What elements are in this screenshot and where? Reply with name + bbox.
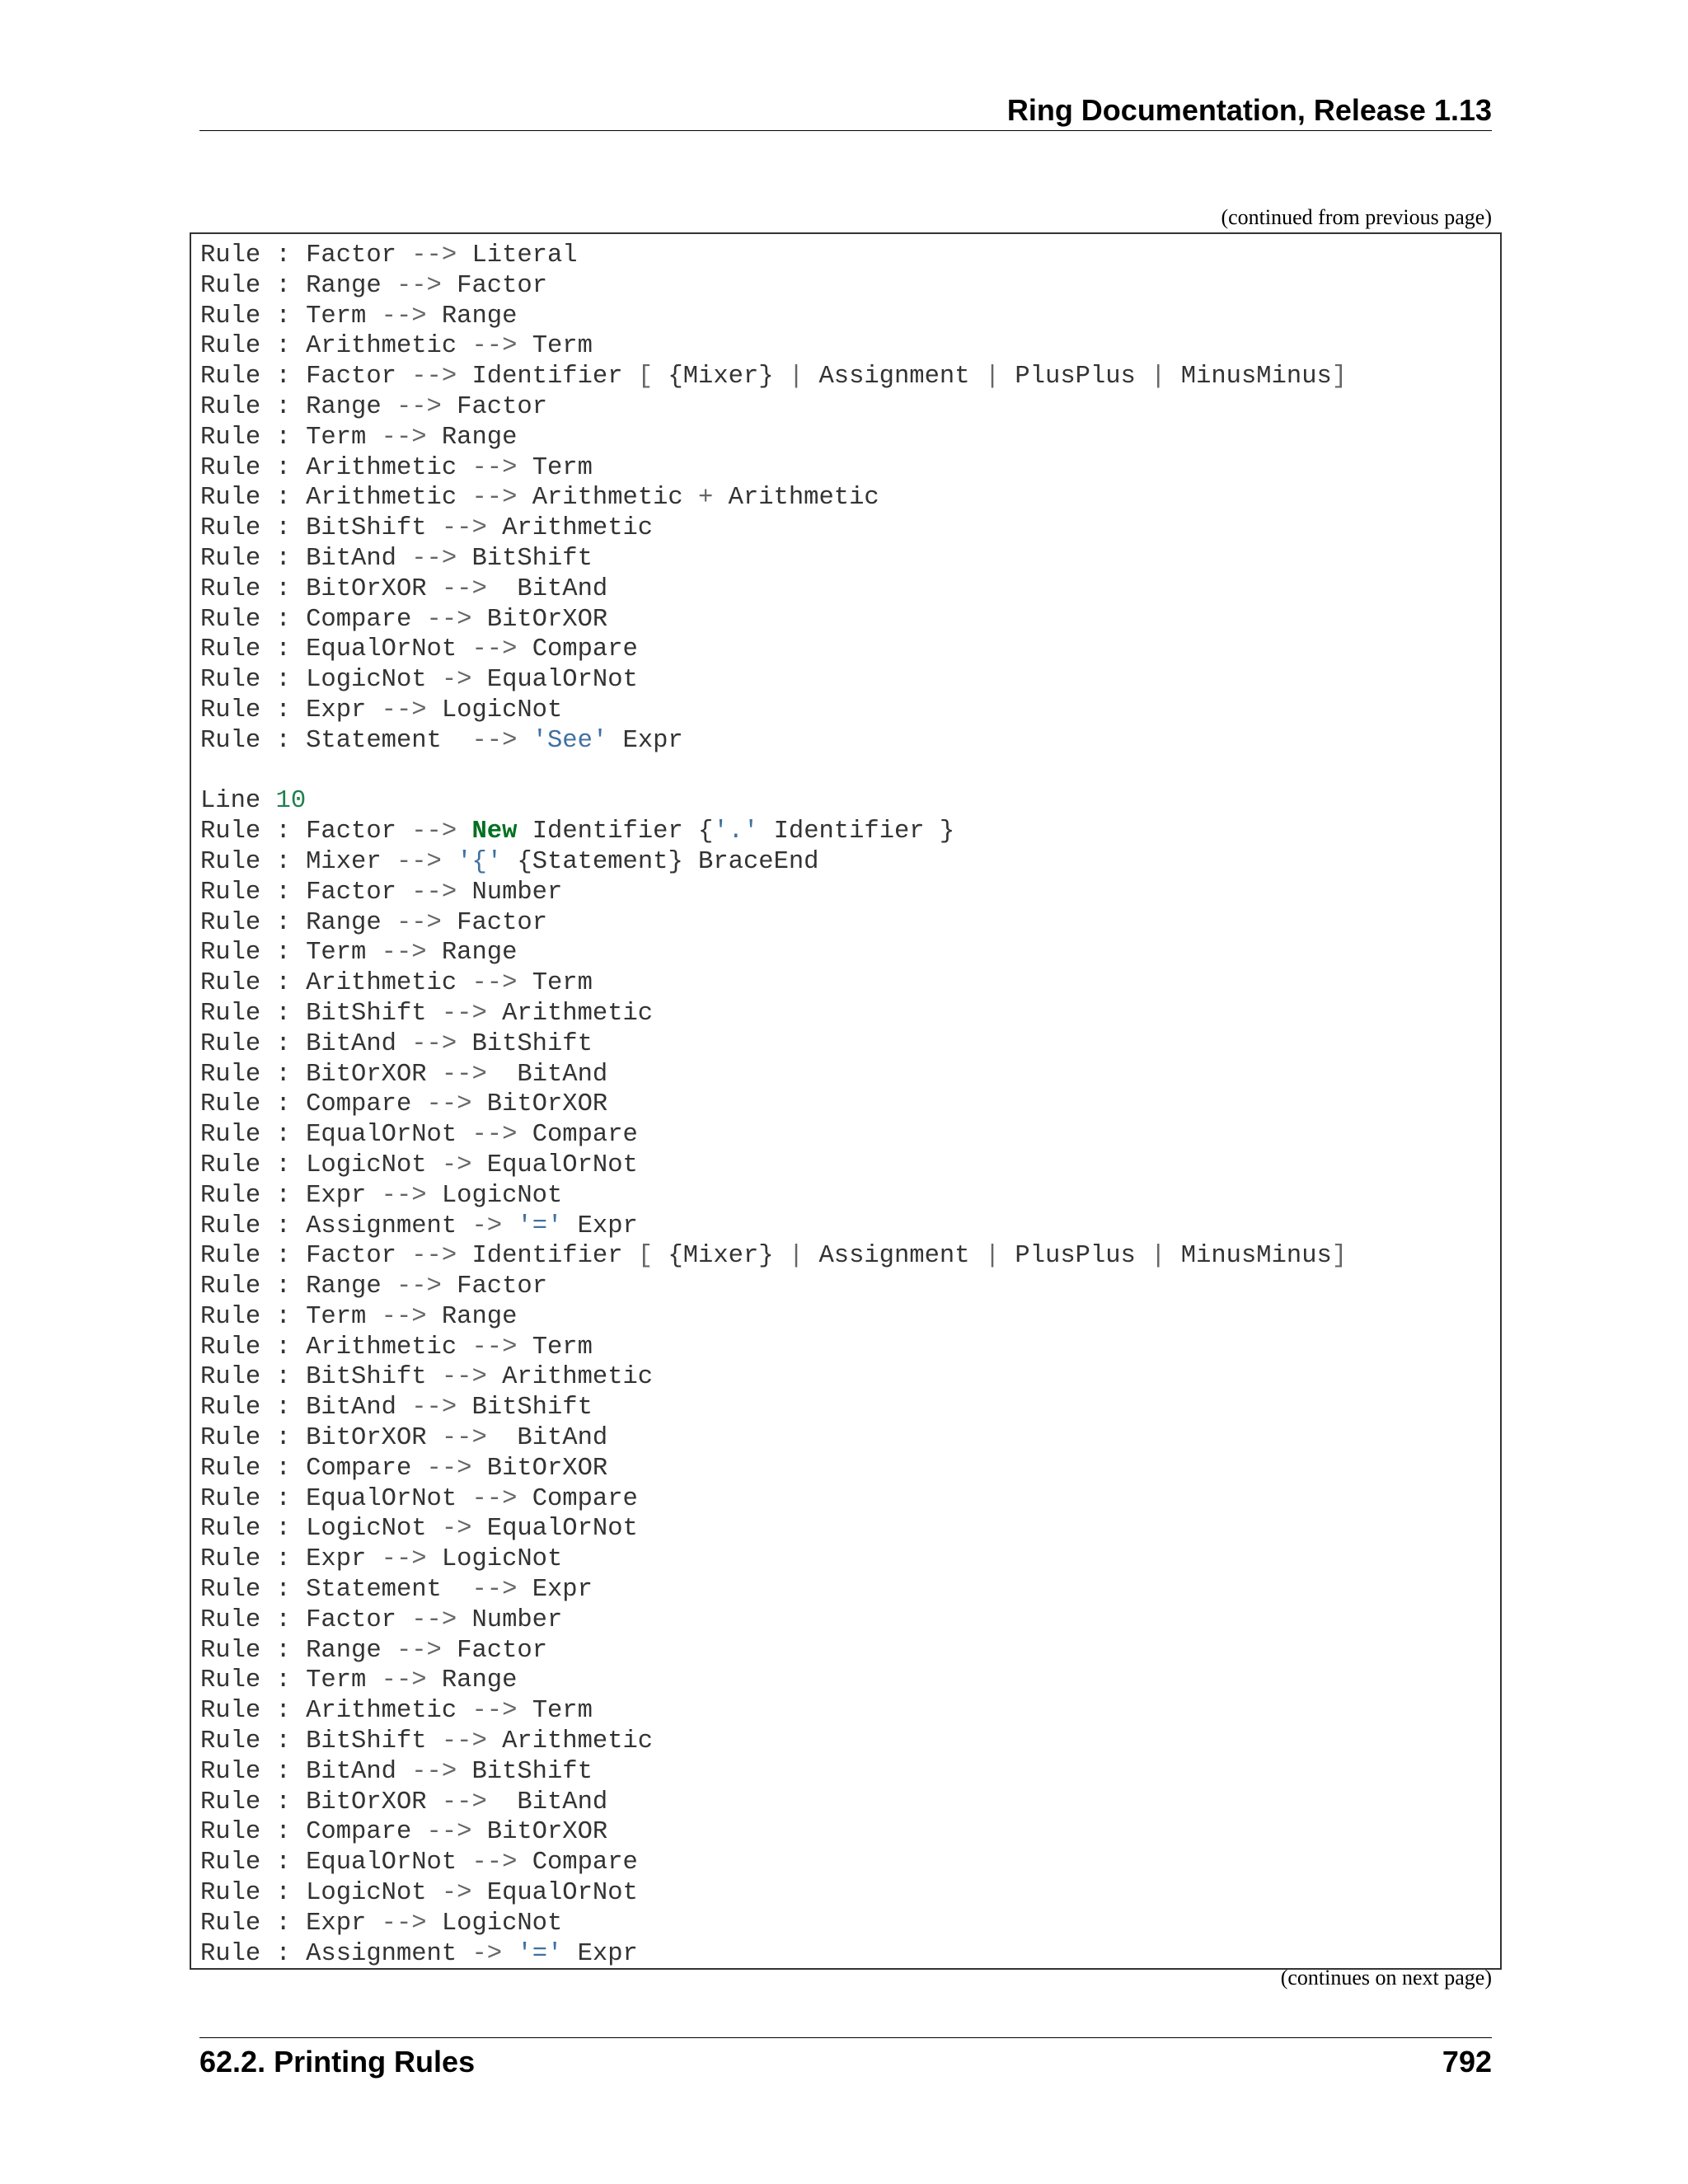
- code-token: ->: [441, 1515, 472, 1544]
- code-line: [200, 635, 1347, 665]
- code-token: Rule : BitShift: [200, 1727, 442, 1756]
- code-token: -->: [411, 818, 457, 846]
- code-token: ->: [441, 1879, 472, 1908]
- code-token: EqualOrNot: [471, 1879, 638, 1908]
- code-token: Range: [426, 423, 518, 452]
- code-token: -->: [381, 1545, 427, 1574]
- code-token: Rule : Factor: [200, 818, 412, 846]
- code-token: Arithmetic: [486, 999, 654, 1028]
- code-token: BitShift: [457, 1394, 593, 1422]
- header-divider: [199, 130, 1492, 131]
- code-token: -->: [381, 1909, 427, 1938]
- code-line: [200, 1181, 1347, 1212]
- code-token: Identifier }: [758, 818, 955, 846]
- code-token: Term: [517, 453, 593, 482]
- code-token: -->: [471, 1333, 518, 1361]
- code-token: Rule : BitShift: [200, 1363, 442, 1392]
- code-line: [200, 786, 1347, 817]
- code-token: Expr: [562, 1939, 638, 1968]
- code-token: Rule : Arithmetic: [200, 332, 472, 361]
- code-token: Rule : Mixer: [200, 847, 396, 876]
- code-token: '=': [517, 1939, 563, 1968]
- code-line: [200, 302, 1347, 332]
- code-line: [200, 1939, 1347, 1970]
- code-token: -->: [471, 453, 518, 482]
- code-line: [200, 1757, 1347, 1788]
- code-token: -->: [381, 1302, 427, 1331]
- code-token: Compare: [517, 1849, 638, 1877]
- code-token: Arithmetic: [713, 484, 879, 513]
- code-token: Term: [517, 969, 593, 998]
- code-token: ]: [1331, 363, 1348, 391]
- code-token: Rule : Range: [200, 908, 396, 937]
- code-line: [200, 1727, 1347, 1757]
- code-token: Rule : Factor: [200, 363, 412, 391]
- code-token: -->: [381, 939, 427, 968]
- code-token: Line: [200, 787, 276, 816]
- page-number: 792: [1442, 2045, 1492, 2079]
- code-token: Factor: [441, 392, 547, 421]
- code-token: Literal: [457, 241, 578, 269]
- code-token: PlusPlus: [1000, 363, 1151, 391]
- code-token: -->: [441, 1363, 487, 1392]
- code-token: -->: [396, 1272, 442, 1301]
- code-line: [200, 999, 1347, 1029]
- code-token: MinusMinus: [1165, 363, 1332, 391]
- code-token: '{': [457, 847, 503, 876]
- code-token: -->: [381, 696, 427, 724]
- code-token: -->: [381, 1181, 427, 1210]
- code-line: [200, 726, 1347, 757]
- code-token: Factor: [441, 908, 547, 937]
- code-token: -->: [411, 363, 457, 391]
- code-token: Rule : Term: [200, 1302, 382, 1331]
- code-token: -->: [471, 635, 518, 664]
- code-token: Rule : Term: [200, 423, 382, 452]
- code-block: [190, 232, 1502, 1970]
- code-token: Rule : Term: [200, 302, 382, 330]
- code-token: |: [984, 1242, 1001, 1271]
- code-token: EqualOrNot: [471, 1151, 638, 1179]
- code-token: Rule : Expr: [200, 1909, 382, 1938]
- document-title: Ring Documentation, Release 1.13: [1006, 93, 1492, 127]
- code-line: [200, 1484, 1347, 1515]
- code-token: Range: [426, 1302, 518, 1331]
- code-token: Rule : Expr: [200, 1181, 382, 1210]
- code-token: LogicNot: [426, 1909, 563, 1938]
- code-token: Arithmetic: [517, 484, 699, 513]
- code-line: [200, 968, 1347, 999]
- code-token: -->: [471, 1849, 518, 1877]
- code-token: Compare: [517, 1121, 638, 1150]
- code-token: BitAnd: [486, 1788, 608, 1816]
- code-token: -->: [396, 271, 442, 300]
- code-token: Number: [457, 878, 563, 907]
- code-line: [200, 1454, 1347, 1484]
- code-line: [200, 1333, 1347, 1363]
- code-token: Rule : Arithmetic: [200, 484, 472, 513]
- code-token: Factor: [441, 1272, 547, 1301]
- code-token: Rule : Term: [200, 1666, 382, 1695]
- code-token: Rule : EqualOrNot: [200, 1849, 472, 1877]
- code-token: 'See': [532, 726, 608, 755]
- code-line: [200, 241, 1347, 271]
- code-token: Term: [517, 332, 593, 361]
- code-token: BitOrXOR: [471, 605, 608, 634]
- code-token: ]: [1331, 1242, 1348, 1271]
- code-token: [442, 848, 457, 876]
- code-token: |: [1151, 363, 1166, 391]
- code-token: -->: [426, 605, 472, 634]
- code-line: [200, 1544, 1347, 1575]
- code-token: Rule : Arithmetic: [200, 1697, 472, 1726]
- code-token: -->: [426, 1818, 472, 1847]
- code-token: Compare: [517, 635, 638, 664]
- code-token: Rule : Arithmetic: [200, 969, 472, 998]
- code-token: BitAnd: [486, 1060, 608, 1089]
- code-token: -->: [471, 484, 518, 513]
- code-token: Rule : Factor: [200, 878, 412, 907]
- code-token: -->: [396, 1636, 442, 1665]
- code-token: '.': [713, 818, 759, 846]
- code-line: [200, 1514, 1347, 1544]
- code-token: {Mixer}: [653, 363, 789, 391]
- code-token: -->: [471, 1697, 518, 1726]
- code-token: Rule : Assignment: [200, 1939, 472, 1968]
- code-token: Arithmetic: [486, 1727, 654, 1756]
- code-token: Rule : Arithmetic: [200, 453, 472, 482]
- code-token: -->: [381, 302, 427, 330]
- code-token: -->: [471, 1576, 518, 1605]
- code-token: -->: [396, 908, 442, 937]
- code-token: Factor: [441, 1636, 547, 1665]
- code-token: Rule : Compare: [200, 1090, 427, 1119]
- code-line: [200, 1272, 1347, 1302]
- code-line: [200, 1029, 1347, 1060]
- code-token: -->: [441, 574, 487, 603]
- code-token: Rule : BitAnd: [200, 1029, 412, 1058]
- code-token: |: [1151, 1242, 1166, 1271]
- code-token: Expr: [517, 1576, 593, 1605]
- code-line: [200, 908, 1347, 939]
- code-token: Rule : BitAnd: [200, 544, 412, 573]
- code-token: Rule : Statement: [200, 726, 472, 755]
- code-token: Rule : BitShift: [200, 999, 442, 1028]
- code-token: Rule : Assignment: [200, 1212, 472, 1240]
- code-token: {Statement} BraceEnd: [502, 847, 819, 876]
- code-token: Rule : Compare: [200, 605, 427, 634]
- code-token: Rule : BitOrXOR: [200, 1788, 442, 1816]
- code-line: [200, 574, 1347, 605]
- code-line: [200, 605, 1347, 635]
- code-token: Range: [426, 1666, 518, 1695]
- code-line: [200, 513, 1347, 544]
- code-token: Rule : Factor: [200, 1605, 412, 1634]
- code-line: [200, 847, 1347, 878]
- code-token: BitOrXOR: [471, 1090, 608, 1119]
- code-token: Factor: [441, 271, 547, 300]
- code-token: [457, 818, 471, 846]
- code-token: Arithmetic: [486, 1363, 654, 1392]
- code-line: [200, 1788, 1347, 1818]
- code-token: -->: [396, 847, 442, 876]
- code-token: LogicNot: [426, 696, 563, 724]
- code-token: [: [637, 1242, 654, 1271]
- code-line: [200, 1212, 1347, 1242]
- code-token: ->: [441, 666, 472, 695]
- code-token: New: [471, 818, 518, 846]
- code-line: [200, 1362, 1347, 1393]
- code-token: -->: [441, 1424, 487, 1453]
- code-token: Rule : LogicNot: [200, 666, 442, 695]
- code-token: Rule : LogicNot: [200, 1151, 442, 1179]
- code-token: Rule : BitShift: [200, 514, 442, 543]
- code-line: [200, 1393, 1347, 1423]
- code-token: -->: [426, 1454, 472, 1483]
- code-token: Rule : Factor: [200, 241, 412, 269]
- code-token: Term: [517, 1333, 593, 1361]
- code-token: {Mixer}: [653, 1242, 789, 1271]
- code-token: -->: [426, 1090, 472, 1119]
- code-token: Rule : BitOrXOR: [200, 1424, 442, 1453]
- code-line: [200, 878, 1347, 908]
- code-token: Rule : BitOrXOR: [200, 1060, 442, 1089]
- code-token: -->: [441, 1788, 487, 1816]
- code-token: Identifier: [457, 1242, 638, 1271]
- code-line: [200, 1575, 1347, 1605]
- continued-from-label: (continued from previous page): [1221, 205, 1492, 229]
- code-token: BitShift: [457, 1029, 593, 1058]
- code-token: -->: [381, 423, 427, 452]
- code-token: ->: [441, 1151, 472, 1179]
- code-token: Arithmetic: [486, 514, 654, 543]
- code-line: [200, 1241, 1347, 1272]
- code-line: [200, 1302, 1347, 1333]
- code-token: |: [984, 363, 1001, 391]
- code-token: -->: [411, 1029, 457, 1058]
- code-line: [200, 453, 1347, 484]
- code-token: Rule : Arithmetic: [200, 1333, 472, 1361]
- code-token: Rule : Statement: [200, 1576, 472, 1605]
- code-token: -->: [441, 1727, 487, 1756]
- code-line: [200, 757, 1347, 787]
- code-line: [200, 1636, 1347, 1666]
- code-line: [200, 1060, 1347, 1090]
- code-token: Expr: [607, 726, 683, 755]
- code-line: [200, 1120, 1347, 1151]
- code-token: Rule : Expr: [200, 1545, 382, 1574]
- section-title: 62.2. Printing Rules: [199, 2045, 476, 2079]
- code-token: Rule : BitAnd: [200, 1394, 412, 1422]
- code-line: [200, 423, 1347, 453]
- code-token: [: [637, 363, 654, 391]
- code-token: -->: [441, 1060, 487, 1089]
- code-line: [200, 483, 1347, 513]
- code-token: -->: [411, 1394, 457, 1422]
- code-token: Term: [517, 1697, 593, 1726]
- code-token: ->: [471, 1939, 503, 1968]
- code-line: [200, 696, 1347, 726]
- code-token: Rule : Compare: [200, 1454, 427, 1483]
- code-token: [502, 1212, 517, 1240]
- code-token: EqualOrNot: [471, 666, 638, 695]
- code-token: |: [788, 363, 804, 391]
- code-token: Range: [426, 939, 518, 968]
- code-line: [200, 1151, 1347, 1181]
- code-token: -->: [411, 1757, 457, 1786]
- code-token: Assignment: [804, 1242, 985, 1271]
- code-token: Rule : Term: [200, 939, 382, 968]
- code-lines: [200, 241, 1347, 1969]
- code-token: LogicNot: [426, 1181, 563, 1210]
- code-token: -->: [471, 1121, 518, 1150]
- code-token: -->: [471, 1484, 518, 1513]
- code-line: [200, 938, 1347, 968]
- code-token: -->: [411, 241, 457, 269]
- code-token: Rule : Expr: [200, 696, 382, 724]
- code-token: Expr: [562, 1212, 638, 1240]
- code-line: [200, 271, 1347, 302]
- code-line: [200, 817, 1347, 847]
- code-token: Rule : EqualOrNot: [200, 1121, 472, 1150]
- code-line: [200, 665, 1347, 696]
- code-token: Rule : Range: [200, 1636, 396, 1665]
- code-token: EqualOrNot: [471, 1515, 638, 1544]
- code-token: '=': [517, 1212, 563, 1240]
- code-token: Rule : EqualOrNot: [200, 635, 472, 664]
- code-token: -->: [441, 514, 487, 543]
- code-token: -->: [411, 878, 457, 907]
- code-token: ->: [471, 1212, 503, 1240]
- code-token: -->: [471, 332, 518, 361]
- code-token: +: [698, 484, 714, 513]
- code-token: -->: [411, 1605, 457, 1634]
- code-token: [517, 727, 532, 755]
- code-token: Rule : LogicNot: [200, 1879, 442, 1908]
- code-token: Rule : LogicNot: [200, 1515, 442, 1544]
- code-token: MinusMinus: [1165, 1242, 1332, 1271]
- code-token: BitAnd: [486, 1424, 608, 1453]
- code-token: BitOrXOR: [471, 1818, 608, 1847]
- code-token: LogicNot: [426, 1545, 563, 1574]
- code-token: -->: [411, 544, 457, 573]
- code-line: [200, 1817, 1347, 1848]
- code-line: [200, 1605, 1347, 1636]
- code-token: -->: [441, 999, 487, 1028]
- code-token: Rule : EqualOrNot: [200, 1484, 472, 1513]
- code-token: Range: [426, 302, 518, 330]
- code-line: [200, 1909, 1347, 1939]
- code-line: [200, 1090, 1347, 1120]
- code-token: -->: [381, 1666, 427, 1695]
- code-token: Rule : Compare: [200, 1818, 427, 1847]
- code-line: [200, 331, 1347, 362]
- code-line: [200, 362, 1347, 392]
- code-token: Rule : BitAnd: [200, 1757, 412, 1786]
- code-token: Compare: [517, 1484, 638, 1513]
- code-token: Rule : Factor: [200, 1242, 412, 1271]
- code-line: [200, 1848, 1347, 1878]
- code-line: [200, 1666, 1347, 1696]
- code-token: Number: [457, 1605, 563, 1634]
- code-token: -->: [396, 392, 442, 421]
- code-token: -->: [411, 1242, 457, 1271]
- code-line: [200, 1696, 1347, 1727]
- code-line: [200, 1878, 1347, 1909]
- continues-next-label: (continues on next page): [1280, 1966, 1492, 1990]
- code-line: [200, 1423, 1347, 1454]
- code-token: Assignment: [804, 363, 985, 391]
- code-token: BitAnd: [486, 574, 608, 603]
- code-token: Rule : Range: [200, 271, 396, 300]
- code-token: Identifier {: [517, 818, 714, 846]
- code-token: [502, 1940, 517, 1968]
- code-token: BitShift: [457, 544, 593, 573]
- code-token: -->: [471, 726, 518, 755]
- code-token: |: [788, 1242, 804, 1271]
- code-line: [200, 544, 1347, 574]
- code-token: 10: [275, 787, 307, 816]
- code-token: BitOrXOR: [471, 1454, 608, 1483]
- footer-divider: [199, 2037, 1492, 2038]
- code-token: -->: [471, 969, 518, 998]
- code-token: Rule : BitOrXOR: [200, 574, 442, 603]
- code-token: Rule : Range: [200, 1272, 396, 1301]
- code-token: PlusPlus: [1000, 1242, 1151, 1271]
- code-token: Identifier: [457, 363, 638, 391]
- code-token: Rule : Range: [200, 392, 396, 421]
- code-line: [200, 392, 1347, 423]
- code-token: BitShift: [457, 1757, 593, 1786]
